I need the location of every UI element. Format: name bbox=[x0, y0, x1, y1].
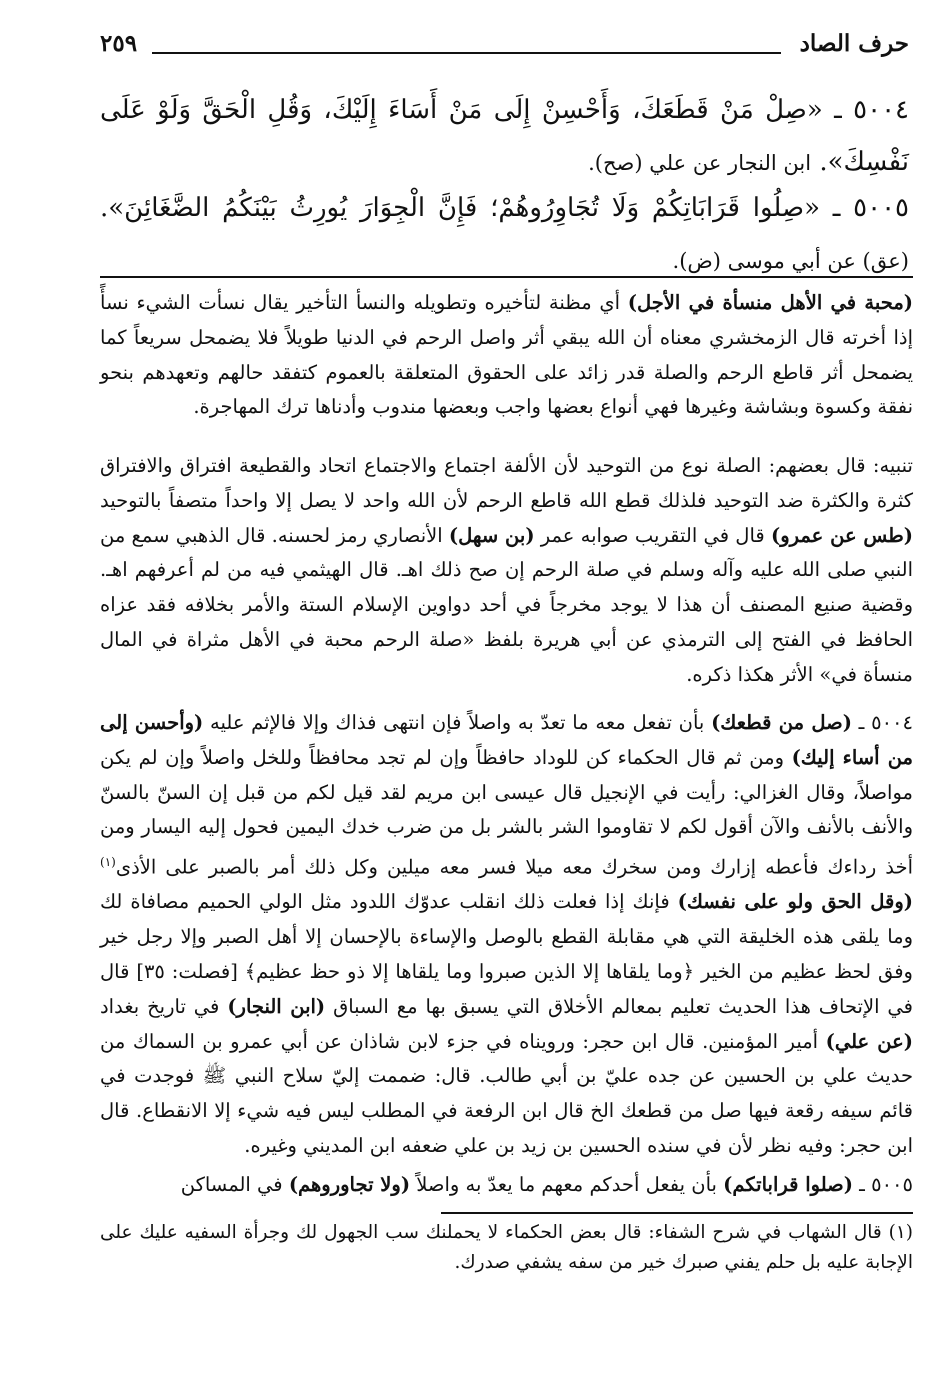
commentary-text: فإنك إذا فعلت ذلك انقلب عدوّك اللدود مثل الولي الحميم مصافاة لك وما يلقى هذه الخليقة التي هي مقابلة القطع بالوصل والإساءة بالإحسان إلا أهل الصبر وإلا رجل خير وفق لحظ عظيم من الخير ﴿وما يلقاها إلا الذين صبروا وما يلقاها إلا ذو حظ عظيم﴾ [فصلت: ٣٥] قال في الإتحاف هذا الحديث تعليم بمعالم الأخلاق التي يسبق بها مع السباق bbox=[100, 890, 913, 1018]
bold-phrase: (وأحسن إلى من أساء إليك) bbox=[100, 711, 913, 769]
commentary-text: بأن يفعل أحدكم معهم ما يعدّ به واصلاً bbox=[410, 1173, 724, 1196]
hadith-5005 bbox=[100, 182, 909, 287]
hadith-5004 bbox=[100, 84, 909, 189]
bold-phrase: (صلوا قراباتكم) bbox=[723, 1173, 853, 1196]
commentary-text: أمير المؤمنين. قال ابن حجر: ورويناه في جزء لابن شاذان عن أبي عمرو بن السماك من حديث علي بن الحسين عن جده عليّ بن أبي طالب. قال: ضممت إليّ سلاح النبي ﷺ فوجدت في قائم سيفه رقعة فيها صل من قطعك الخ قال ابن الرفعة في المطلب ليس فيه شيء إلا الانقطاع. قال ابن حجر: وفيه نظر لأن في سنده الحسين بن زيد بن علي ضعفه ابن المديني وغيره. bbox=[100, 1029, 913, 1158]
header-rule bbox=[152, 52, 781, 54]
commentary-text: تنبيه: قال بعضهم: الصلة نوع من التوحيد لأن الألفة اجتماع والاجتماع اتحاد والقطيعة افتراق والافتراق كثرة والكثرة ضد التوحيد فلذلك قطع الله قاطع الرحم لأن الله واحد لا يصل إلا واحداً متصفاً بالتوحيد bbox=[100, 454, 913, 512]
hadith-source: (عق) عن أبي موسى (ض). bbox=[672, 249, 909, 273]
hadith-text: ٥٠٠٤ ـ «صِلْ مَنْ قَطَعَكَ، وَأَحْسِنْ إِلَى مَنْ أَسَاءَ إِلَيْكَ، وَقُلِ الْحَقَّ وَلَوْ عَلَى نَفْسِكَ». bbox=[100, 95, 909, 177]
bold-phrase: (ولا تجاوروهم) bbox=[288, 1173, 411, 1196]
commentary-text: ٥٠٠٥ ـ bbox=[852, 1173, 913, 1196]
bold-phrase: (بن سهل) bbox=[448, 523, 535, 547]
bold-phrase: (صل من قطعك) bbox=[711, 711, 852, 734]
running-header-title: حرف الصاد bbox=[799, 30, 909, 57]
commentary-text: في المساكن bbox=[180, 1173, 289, 1196]
commentary-text: بأن تفعل معه ما تعدّ به واصلاً فإن انتهى فذاك وإلا فالإثم عليه bbox=[203, 711, 712, 734]
commentary-paragraph-4 bbox=[100, 1168, 913, 1203]
commentary-paragraph-3 bbox=[100, 706, 913, 1164]
commentary-text: الأنصاري رمز لحسنه. قال الذهبي سمع من النبي صلى الله عليه وآله وسلم في صلة الرحم إن صح ذلك اهـ. قال الهيثمي فيه من لم أعرفهم اهـ. وقضية صنيع المصنف أن هذا لا يوجد مخرجاً في أحد دواوين الإسلام الستة والأمر بخلافه فقد عزاه الحافظ في الفتح إلى الترمذي عن أبي هريرة بلفظ «صلة الرحم محبة في الأهل مثراة في المال منسأة في» الأثر هكذا ذكره. bbox=[100, 523, 913, 686]
hadith-source: ابن النجار عن علي (صح). bbox=[588, 151, 812, 175]
commentary-divider bbox=[100, 276, 913, 278]
hadith-text: ٥٠٠٥ ـ «صِلُوا قَرَابَاتِكُمْ وَلَا تُجَاوِرُوهُمْ؛ فَإِنَّ الْجِوَارَ يُورِثُ بَيْنَكُمُ الضَّغَائِنَ». bbox=[100, 193, 909, 223]
commentary-text: ومن ثم قال الحكماء كن للوداد حافظاً وإن لم تجد محافظاً وللخل واصلاً وإن لم يكن مواصلاً، وقال الغزالي: رأيت في الإنجيل قال عيسى ابن مريم لقد قيل لكم من قبل إن السنّ بالسنّ والأنف بالأنف والآن أقول لكم لا تقاوموا الشر بالشر بل من ضرب خدك اليمين فحول إليه اليسار ومن أخذ رداءك فأعطه إزارك ومن سخرك معه ميلا فسر معه ميلين وكل ذلك أمر بالصبر على الأذى bbox=[100, 745, 913, 879]
page-number: ٢٥٩ bbox=[100, 30, 138, 57]
bold-phrase: (ابن النجار) bbox=[227, 994, 326, 1018]
footnote-marker[interactable]: (١) bbox=[100, 855, 116, 870]
bold-phrase: (طس عن عمرو) bbox=[770, 523, 914, 547]
bold-phrase: (وقل الحق ولو على نفسك) bbox=[677, 890, 913, 914]
commentary-text: في تاريخ بغداد bbox=[100, 994, 228, 1018]
commentary-paragraph-2 bbox=[100, 449, 913, 693]
footnote: (١) قال الشهاب في شرح الشفاء: قال بعض الحكماء لا يحملنك سب الجهول لك وجرأة السفيه عليك على الإجابة عليه بل حلم يفني صبرك خير من سفه يشفي صدرك. bbox=[100, 1222, 913, 1273]
commentary-text: قال في التقريب صوابه عمر bbox=[534, 523, 771, 547]
bold-phrase: (محبة في الأهل منسأة في الأجل) bbox=[627, 291, 913, 314]
commentary-text: أي مظنة لتأخيره وتطويله والنسأ التأخير يقال نسأت الشيء نسأً إذا أخرته قال الزمخشري معناه أن الله يبقي أثر واصل الرحم في الدنيا طويلاً فلا يضمحل سريعاً كما يضمحل أثر قاطع الرحم والصلة قدر زائد على الحقوق المتعلقة بالعموم كتفقد حالهم وتعهدهم بنحو نفقة وكسوة وبشاشة وغيرها فهي أنواع بعضها واجب وبعضها مندوب وأدناها ترك المهاجرة. bbox=[100, 291, 913, 419]
commentary-text: ٥٠٠٤ ـ bbox=[851, 711, 913, 734]
commentary-paragraph-1 bbox=[100, 286, 913, 425]
footnote-rule bbox=[441, 1212, 913, 1214]
bold-phrase: (عن علي) bbox=[825, 1029, 913, 1053]
